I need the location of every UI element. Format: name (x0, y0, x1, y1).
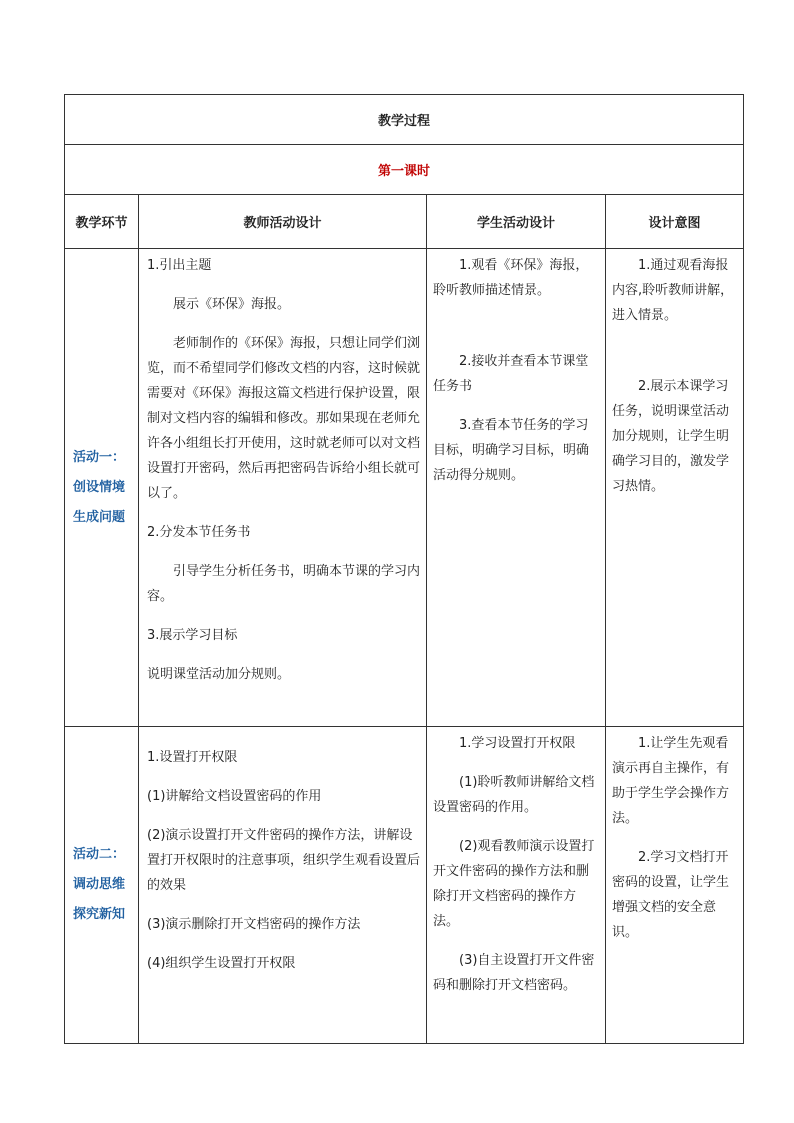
teacher-step: 3.展示学习目标 (147, 628, 238, 643)
student-step: (2)观看教师演示设置打开文件密码的操作方法和删除打开文档密码的操作方法。 (433, 839, 595, 929)
table-row (65, 727, 744, 1044)
student-activity-cell (427, 727, 606, 1044)
teacher-step: 1.引出主题 (147, 258, 212, 273)
teacher-step: 老师制作的《环保》海报，只想让同学们浏览，而不希望同学们修改文档的内容，这时候就需要对《环保》海报这篇文档进行保护设置，限制对文档内容的编辑和修改。那如果现在老师允许各小组组长打开使用，这时就老师可以对文档设置打开密码，然后再把密码告诉给小组长就可以了。 (147, 336, 421, 501)
teacher-step: (2)演示设置打开文件密码的操作方法，讲解设置打开权限时的注意事项，组织学生观看设置后的效果 (147, 828, 421, 893)
teacher-activity-cell (139, 727, 427, 1044)
stage-line: 活动一： (73, 449, 126, 465)
stage-line: 调动思维 (73, 877, 126, 892)
teacher-step: 引导学生分析任务书，明确本节课的学习内容。 (147, 564, 421, 604)
table-title: 教学过程 (65, 95, 744, 145)
student-step: 3.查看本节任务的学习目标，明确学习目标，明确活动得分规则。 (433, 418, 590, 483)
stage-line: 生成问题 (73, 509, 126, 525)
column-header-student: 学生活动设计 (427, 195, 606, 249)
table-title-row (65, 95, 744, 145)
teacher-step: 1.设置打开权限 (147, 750, 238, 765)
intent-item: 1.通过观看海报内容,聆听教师讲解，进入情景。 (612, 258, 734, 323)
table-row (65, 249, 744, 727)
session-row (65, 145, 744, 195)
student-step: 1.观看《环保》海报，聆听教师描述情景。 (433, 258, 589, 298)
stage-line: 探究新知 (73, 907, 126, 922)
teacher-step: 2.分发本节任务书 (147, 525, 251, 540)
teacher-activity-cell (139, 249, 427, 727)
column-header-stage: 教学环节 (65, 195, 139, 249)
column-header-teacher: 教师活动设计 (139, 195, 427, 249)
column-header-intent: 设计意图 (606, 195, 744, 249)
teacher-step: 展示《环保》海报。 (173, 297, 291, 312)
design-intent-cell (606, 727, 744, 1044)
session-title: 第一课时 (65, 145, 744, 195)
student-step: 2.接收并查看本节课堂任务书 (433, 354, 589, 394)
student-step: (1)聆听教师讲解给文档设置密码的作用。 (433, 775, 595, 815)
column-header-row (65, 195, 744, 249)
student-step: (3)自主设置打开文件密码和删除打开文档密码。 (433, 953, 595, 993)
intent-item: 1.让学生先观看演示再自主操作，有助于学生学会操作方法。 (612, 736, 730, 826)
stage-line: 活动二： (73, 847, 126, 862)
teacher-step: (4)组织学生设置打开权限 (147, 956, 296, 971)
student-activity-cell (427, 249, 606, 727)
teacher-step: 说明课堂活动加分规则。 (147, 667, 291, 682)
student-step: 1.学习设置打开权限 (459, 736, 576, 751)
activity-stage (65, 249, 139, 727)
teacher-step: (1)讲解给文档设置密码的作用 (147, 789, 322, 804)
design-intent-cell (606, 249, 744, 727)
intent-item: 2.学习文档打开密码的设置，让学生增强文档的安全意识。 (612, 850, 730, 940)
teacher-step: (3)演示删除打开文档密码的操作方法 (147, 917, 361, 932)
stage-line: 创设情境 (73, 479, 126, 495)
lesson-process-table (64, 94, 744, 1044)
intent-item: 2.展示本课学习任务，说明课堂活动加分规则，让学生明确学习目的，激发学习热情。 (612, 379, 730, 494)
activity-stage (65, 727, 139, 1044)
